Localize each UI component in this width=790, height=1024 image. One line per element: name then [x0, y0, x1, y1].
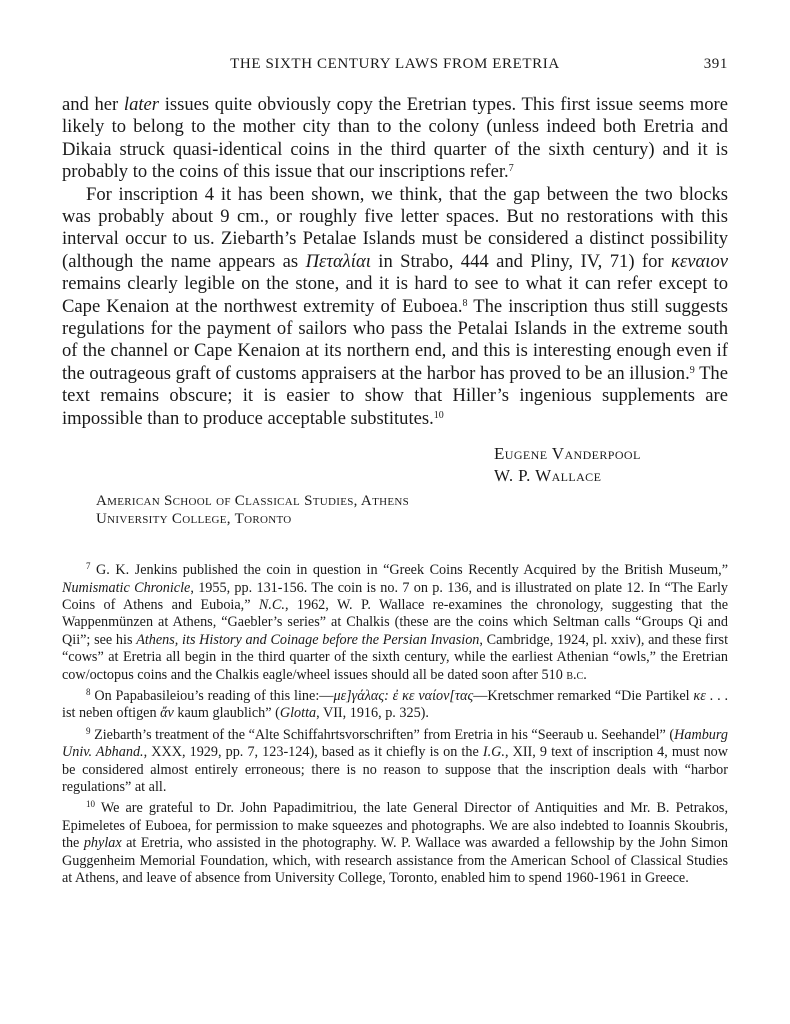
author-name: W. P. Wallace: [494, 466, 602, 486]
page-number: 391: [703, 56, 728, 72]
author-name: Eugene Vanderpool: [494, 444, 641, 464]
footnote-ref-10[interactable]: 10: [433, 409, 444, 421]
footnotes: [62, 562, 728, 887]
footnote-number: 8: [86, 686, 91, 697]
footnote-9: $^9$ Ziebarth’s treatment of the “Alte Schiffahrtsvorschriften” from Eretria in his “Seeraub u. Seehandel” (Hamburg Univ. Abhand., XXX, 1929, pp. 7, 123-124), based as it chiefly is on the I.G., XII, 9 text of inscription 4, must now be considered almost entirely erroneous; there is no reason to suppose that the inscription deals with “harbor regulations” at all.: [62, 725, 728, 795]
running-head: [62, 56, 728, 82]
footnote-7: $^7$ G. K. Jenkins published the coin in question in “Greek Coins Recently Acquired by the British Museum,” Numismatic Chronicle, 1955, pp. 131-156. The coin is no. 7 on p. 136, and is illustrated on plate 12. In “The Early Coins of Athens and Euboia,” N.C., 1962, W. P. Wallace re-examines the chronology, suggesting that the Wappenmünzen at Athens, “Gaebler’s series” at Chalkis (these are the coins which Seltman calls “Groups Qi and Qii”; see his Athens, its History and Coinage before the Persian Invasion, Cambridge, 1924, pl. xxiv), and these first “cows” at Eretria all begin in the third quarter of the sixth century, while the earliest Athenian “owls,” the Eretrian cow/octopus coins and the Chalkis eagle/wheel issues should all be dated soon after 510 b.c.: [62, 561, 729, 683]
paragraph-1: and her later issues quite obviously copy the Eretrian types. This first issue seems more likely to belong to the mother city than to the colony (unless indeed both Eretria and Dikaia struck quasi-identical coins in the third quarter of the sixth century) and it is probably to the coins of this issue that our inscriptions refer.$^7$: [62, 94, 728, 183]
affiliation: American School of Classical Studies, Athens: [96, 493, 410, 510]
footnote-number: 7: [86, 561, 91, 572]
footnote-number: 9: [86, 725, 91, 736]
running-title: THE SIXTH CENTURY LAWS FROM ERETRIA: [230, 56, 560, 72]
greek-kenaion: κεναιον: [671, 250, 728, 272]
footnote-ref-8[interactable]: 8: [462, 297, 468, 309]
greek-petaliai: Πεταλίαι: [305, 250, 371, 272]
author-signatures: [494, 443, 728, 487]
footnote-ref-7[interactable]: 7: [508, 163, 514, 175]
paragraph-2: For inscription 4 it has been shown, we think, that the gap between the two blocks was probably about 9 cm., or roughly five letter spaces. But no restorations with this interval occur to us. Ziebarth’s Petalae Islands must be considered a distinct possibility (although the name appears as Πεταλίαι in Strabo, 444 and Pliny, IV, 71) for κεναιον remains clearly legible on the stone, and it is hard to see to what it can refer except to Cape Kenaion at the northwest extremity of Euboea.$^8$ The inscription thus still suggests regulations for the payment of sailors who pass the Petalai Islands in the extreme south of the channel or Cape Kenaion at its northern end, and this is interesting enough even if the outrageous graft of customs appraisers at the harbor has proved to be an illusion.$^9$ The text remains obscure; it is easier to show that Hiller’s ingenious supplements are impossible than to produce acceptable substitutes.$^{10}$: [62, 183, 729, 429]
footnote-ref-9[interactable]: 9: [689, 364, 695, 376]
footnote-10: $^{10}$ We are grateful to Dr. John Papadimitriou, the late General Director of Antiquities and Mr. B. Petrakos, Epimeletes of Euboea, for permission to make squeezes and photographs. We are also indebted to Ioannis Skoubris, the phylax at Eretria, who assisted in the photography. W. P. Wallace was awarded a fellowship by the John Simon Guggenheim Memorial Foundation, which, with research assistance from the American School of Classical Studies at Athens, and leave of absence from University College, Toronto, enabled him to spend 1960-1961 in Greece.: [62, 799, 728, 886]
affiliation: University College, Toronto: [96, 511, 292, 528]
page: [62, 56, 728, 891]
body-text: [62, 94, 728, 430]
footnote-8: $^8$ On Papabasileiou’s reading of this line:—με]γάλας: ἐ κε ναίον[τας—Kretschmer remarked “Die Partikel κε . . . ist neben oftigen ἄν kaum glaublich” (Glotta, VII, 1916, p. 325).: [62, 686, 729, 722]
author-affiliations: [96, 492, 728, 528]
footnote-number: 10: [86, 799, 95, 810]
